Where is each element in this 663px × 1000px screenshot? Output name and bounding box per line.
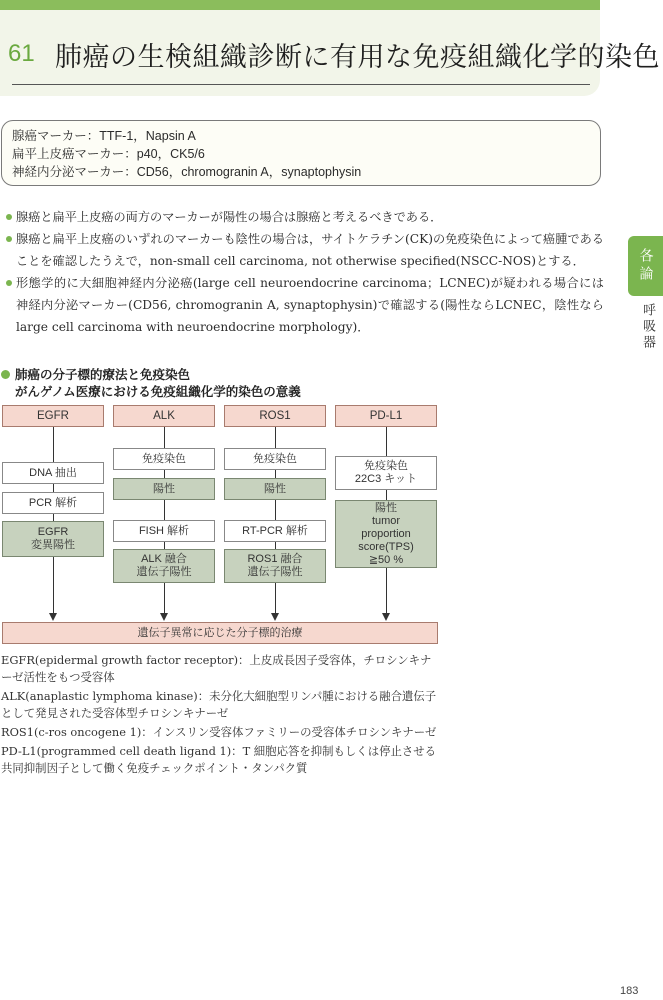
- flow-alk-ihc: 免疫染色: [113, 448, 215, 470]
- arrow-down-icon: [271, 613, 279, 621]
- figure-subtitle: がんゲノム医療における免疫組織化学的染色の意義: [15, 384, 301, 399]
- flow-head-pdl1: PD-L1: [335, 405, 437, 427]
- figure-dot-icon: [1, 370, 10, 379]
- figure-title: 肺癌の分子標的療法と免疫染色: [15, 367, 191, 382]
- bullet-list: [6, 206, 604, 338]
- flow-ros1-ihc: 免疫染色: [224, 448, 326, 470]
- arrow-down-icon: [49, 613, 57, 621]
- flow-egfr-mutation-positive: EGFR 変異陽性: [2, 521, 104, 557]
- note-egfr: EGFR(epidermal growth factor receptor)：上皮成長因子受容体，チロシンキナーゼ活性をもつ受容体: [1, 653, 432, 684]
- flow-ros1-rtpcr: RT-PCR 解析: [224, 520, 326, 542]
- chapter-number: 61: [8, 40, 35, 67]
- flow-head-egfr: EGFR: [2, 405, 104, 427]
- bullet-item: [6, 228, 604, 272]
- flow-ros1-positive: 陽性: [224, 478, 326, 500]
- side-tab-subsection: 呼吸器: [640, 303, 655, 351]
- bullet-text: 腺癌と扁平上皮癌の両方のマーカーが陽性の場合は腺癌と考えるべきである．: [16, 210, 443, 224]
- chapter-header: [0, 10, 660, 96]
- flow-egfr-pcr: PCR 解析: [2, 492, 104, 514]
- flow-alk-positive: 陽性: [113, 478, 215, 500]
- note-alk: ALK(anaplastic lymphoma kinase)：未分化大細胞型リンパ腫における融合遺伝子として発見された受容体型チロシンキナーゼ: [1, 689, 437, 720]
- flow-head-alk: ALK: [113, 405, 215, 427]
- summary-line-squamous: 扁平上皮癌マーカー：p40，CK5/6: [12, 147, 205, 161]
- summary-box: [1, 120, 601, 186]
- flow-targeted-therapy: 遺伝子異常に応じた分子標的治療: [2, 622, 438, 644]
- bullet-dot-icon: [6, 214, 12, 220]
- summary-line-neuroendocrine: 神経内分泌マーカー：CD56，chromogranin A，synaptophysin: [12, 165, 362, 179]
- bullet-item: [6, 272, 604, 338]
- flow-alk-fusion-positive: ALK 融合 遺伝子陽性: [113, 549, 215, 583]
- chapter-title: 肺癌の生検組織診断に有用な免疫組織化学的染色: [55, 42, 660, 73]
- arrow-down-icon: [382, 613, 390, 621]
- note-pdl1: PD-L1(programmed cell death ligand 1)：T 細胞応答を抑制もしくは停止させる共同抑制因子として働く免疫チェックポイント・タンパク質: [1, 744, 437, 775]
- bullet-text: 腺癌と扁平上皮癌のいずれのマーカーも陰性の場合は，サイトケラチン(CK)の免疫染色によって癌腫であることを確認したうえで，non-small cell carcinoma, not otherwise specified(NSCC-NOS)とする．: [16, 232, 604, 268]
- flow-alk-fish: FISH 解析: [113, 520, 215, 542]
- flow-ros1-fusion-positive: ROS1 融合 遺伝子陽性: [224, 549, 326, 583]
- flow-egfr-dna-extraction: DNA 抽出: [2, 462, 104, 484]
- abbreviation-notes: [1, 652, 441, 779]
- bullet-dot-icon: [6, 280, 12, 286]
- bullet-item: [6, 206, 604, 228]
- flow-pdl1-ihc-22c3: 免疫染色 22C3 キット: [335, 456, 437, 490]
- title-underline: [12, 84, 590, 85]
- side-tab-section: 各論: [628, 236, 663, 296]
- arrow-down-icon: [160, 613, 168, 621]
- figure-heading: [1, 366, 301, 400]
- page-number: 183: [620, 985, 639, 997]
- bullet-text: 形態学的に大細胞神経内分泌癌(large cell neuroendocrine carcinoma；LCNEC)が疑われる場合には神経内分泌マーカー(CD56, chromogranin A, synaptophysin)で確認する(陽性ならLCNEC，陰性ならlarge cell carcinoma with neuroendocrine morphology)．: [16, 276, 604, 334]
- summary-line-adeno: 腺癌マーカー：TTF-1，Napsin A: [12, 129, 196, 143]
- bullet-dot-icon: [6, 236, 12, 242]
- flow-pdl1-tps-positive: 陽性 tumor proportion score(TPS) ≧50 %: [335, 500, 437, 568]
- top-accent-bar: [0, 0, 600, 10]
- note-ros1: ROS1(c-ros oncogene 1)：インスリン受容体ファミリーの受容体チロシンキナーゼ: [1, 725, 437, 739]
- flow-head-ros1: ROS1: [224, 405, 326, 427]
